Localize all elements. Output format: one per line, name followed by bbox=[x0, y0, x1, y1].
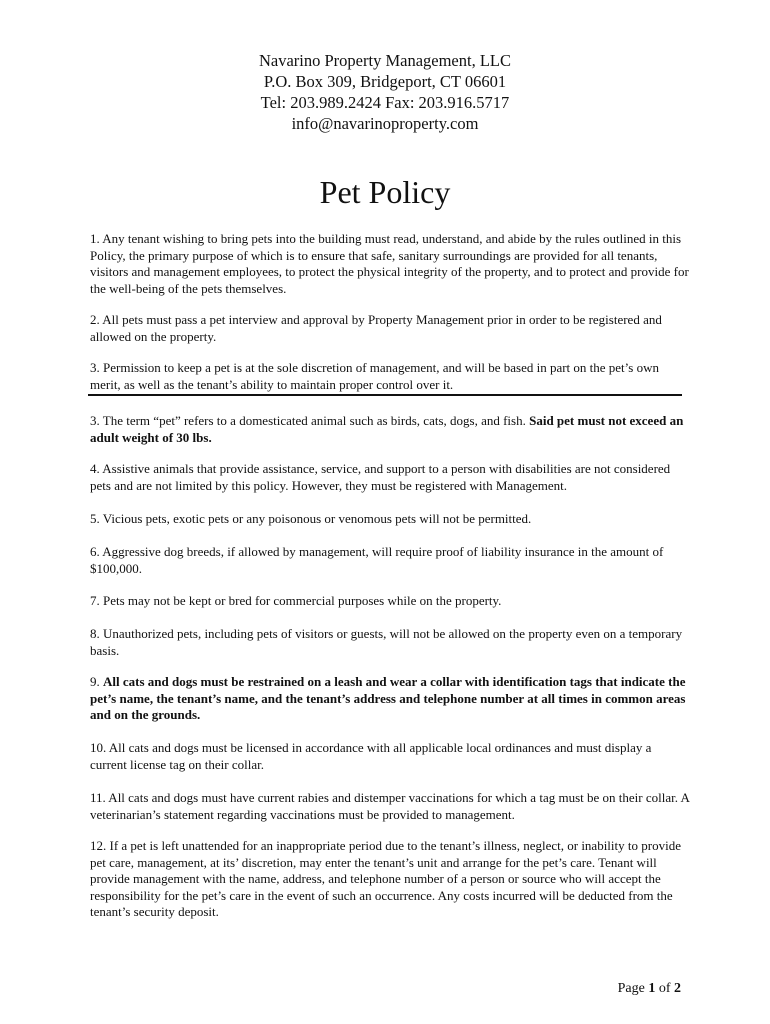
clause-6 bbox=[90, 544, 690, 577]
clause-8 bbox=[90, 626, 690, 659]
clause-9 bbox=[90, 674, 690, 724]
clause-3-pet-definition bbox=[90, 413, 690, 446]
clause-text: 5. Vicious pets, exotic pets or any poisonous or venomous pets will not be permitted. bbox=[90, 511, 532, 526]
page-number: 1 bbox=[648, 981, 656, 996]
section-divider bbox=[88, 394, 682, 396]
clause-text: 6. Aggressive dog breeds, if allowed by management, will require proof of liability insurance in the amount of $100,000. bbox=[90, 544, 664, 576]
company-phone-fax: Tel: 203.989.2424 Fax: 203.916.5717 bbox=[260, 93, 510, 112]
page-total: 2 bbox=[674, 981, 681, 996]
clause-text: 2. All pets must pass a pet interview and approval by Property Management prior in order to be registered and allowed on the property. bbox=[90, 312, 662, 344]
clause-text: 11. All cats and dogs must have current rabies and distemper vaccinations for which a tag must be on their collar. A veterinarian’s statement regarding vaccinations must be provided to management. bbox=[90, 790, 690, 822]
company-name: Navarino Property Management, LLC bbox=[258, 51, 511, 70]
company-address: P.O. Box 309, Bridgeport, CT 06601 bbox=[263, 72, 507, 91]
page-of-label: of bbox=[655, 981, 674, 996]
clause-text: 12. If a pet is left unattended for an inappropriate period due to the tenant’s illness, neglect, or inability to provide pet care, management, at its’ discretion, may enter the tenant’s unit and arrange for the pet’s care. Tenant will provide management with the name, address, and telephone number of a person or source who will accept the responsibility for the pet’s care in the event of such an occurrence. Any costs incurred will be deducted from the tenant’s security deposit. bbox=[90, 838, 681, 919]
clause-text: 1. Any tenant wishing to bring pets into the building must read, understand, and abide by the rules outlined in this Policy, the primary purpose of which is to ensure that safe, sanitary surroundings are provided for all tenants, visitors and management employees, to protect the physical integrity of the property, and to protect and provide for the well-being of the pets themselves. bbox=[90, 231, 689, 296]
clause-1 bbox=[90, 231, 690, 297]
clause-text: 7. Pets may not be kept or bred for commercial purposes while on the property. bbox=[90, 593, 502, 608]
clause-5 bbox=[90, 511, 690, 528]
clause-bold-text: Said pet must not exceed an adult weight of 30 lbs. bbox=[90, 413, 684, 445]
company-email: info@navarinoproperty.com bbox=[291, 114, 479, 133]
clause-10 bbox=[90, 740, 690, 773]
clause-4 bbox=[90, 461, 690, 494]
clause-text: 8. Unauthorized pets, including pets of visitors or guests, will not be allowed on the property even on a temporary basis. bbox=[90, 626, 683, 658]
clause-text: 10. All cats and dogs must be licensed in accordance with all applicable local ordinances and must display a current license tag on their collar. bbox=[90, 740, 652, 772]
clause-3-permission bbox=[90, 360, 690, 393]
clause-text: 3. The term “pet” refers to a domesticated animal such as birds, cats, dogs, and fish. bbox=[90, 413, 530, 428]
clause-11 bbox=[90, 790, 690, 823]
document-title: Pet Policy bbox=[319, 174, 451, 210]
clause-7 bbox=[90, 593, 690, 610]
page-label: Page bbox=[617, 981, 649, 996]
clause-text: 4. Assistive animals that provide assistance, service, and support to a person with disabilities are not considered pets and are not limited by this policy. However, they must be registered with Management. bbox=[90, 461, 671, 493]
page-indicator bbox=[618, 980, 681, 998]
clause-text: 9. bbox=[90, 674, 103, 689]
clause-2 bbox=[90, 312, 690, 345]
clause-bold-text: All cats and dogs must be restrained on a leash and wear a collar with identification tags that indicate the pet’s name, the tenant’s name, and the tenant’s address and telephone number at all times in common areas and on the grounds. bbox=[90, 674, 686, 722]
clause-12 bbox=[90, 838, 690, 921]
clause-text: 3. Permission to keep a pet is at the sole discretion of management, and will be based in part on the pet’s own merit, as well as the tenant’s ability to maintain proper control over it. bbox=[90, 360, 659, 392]
letterhead bbox=[0, 50, 770, 134]
